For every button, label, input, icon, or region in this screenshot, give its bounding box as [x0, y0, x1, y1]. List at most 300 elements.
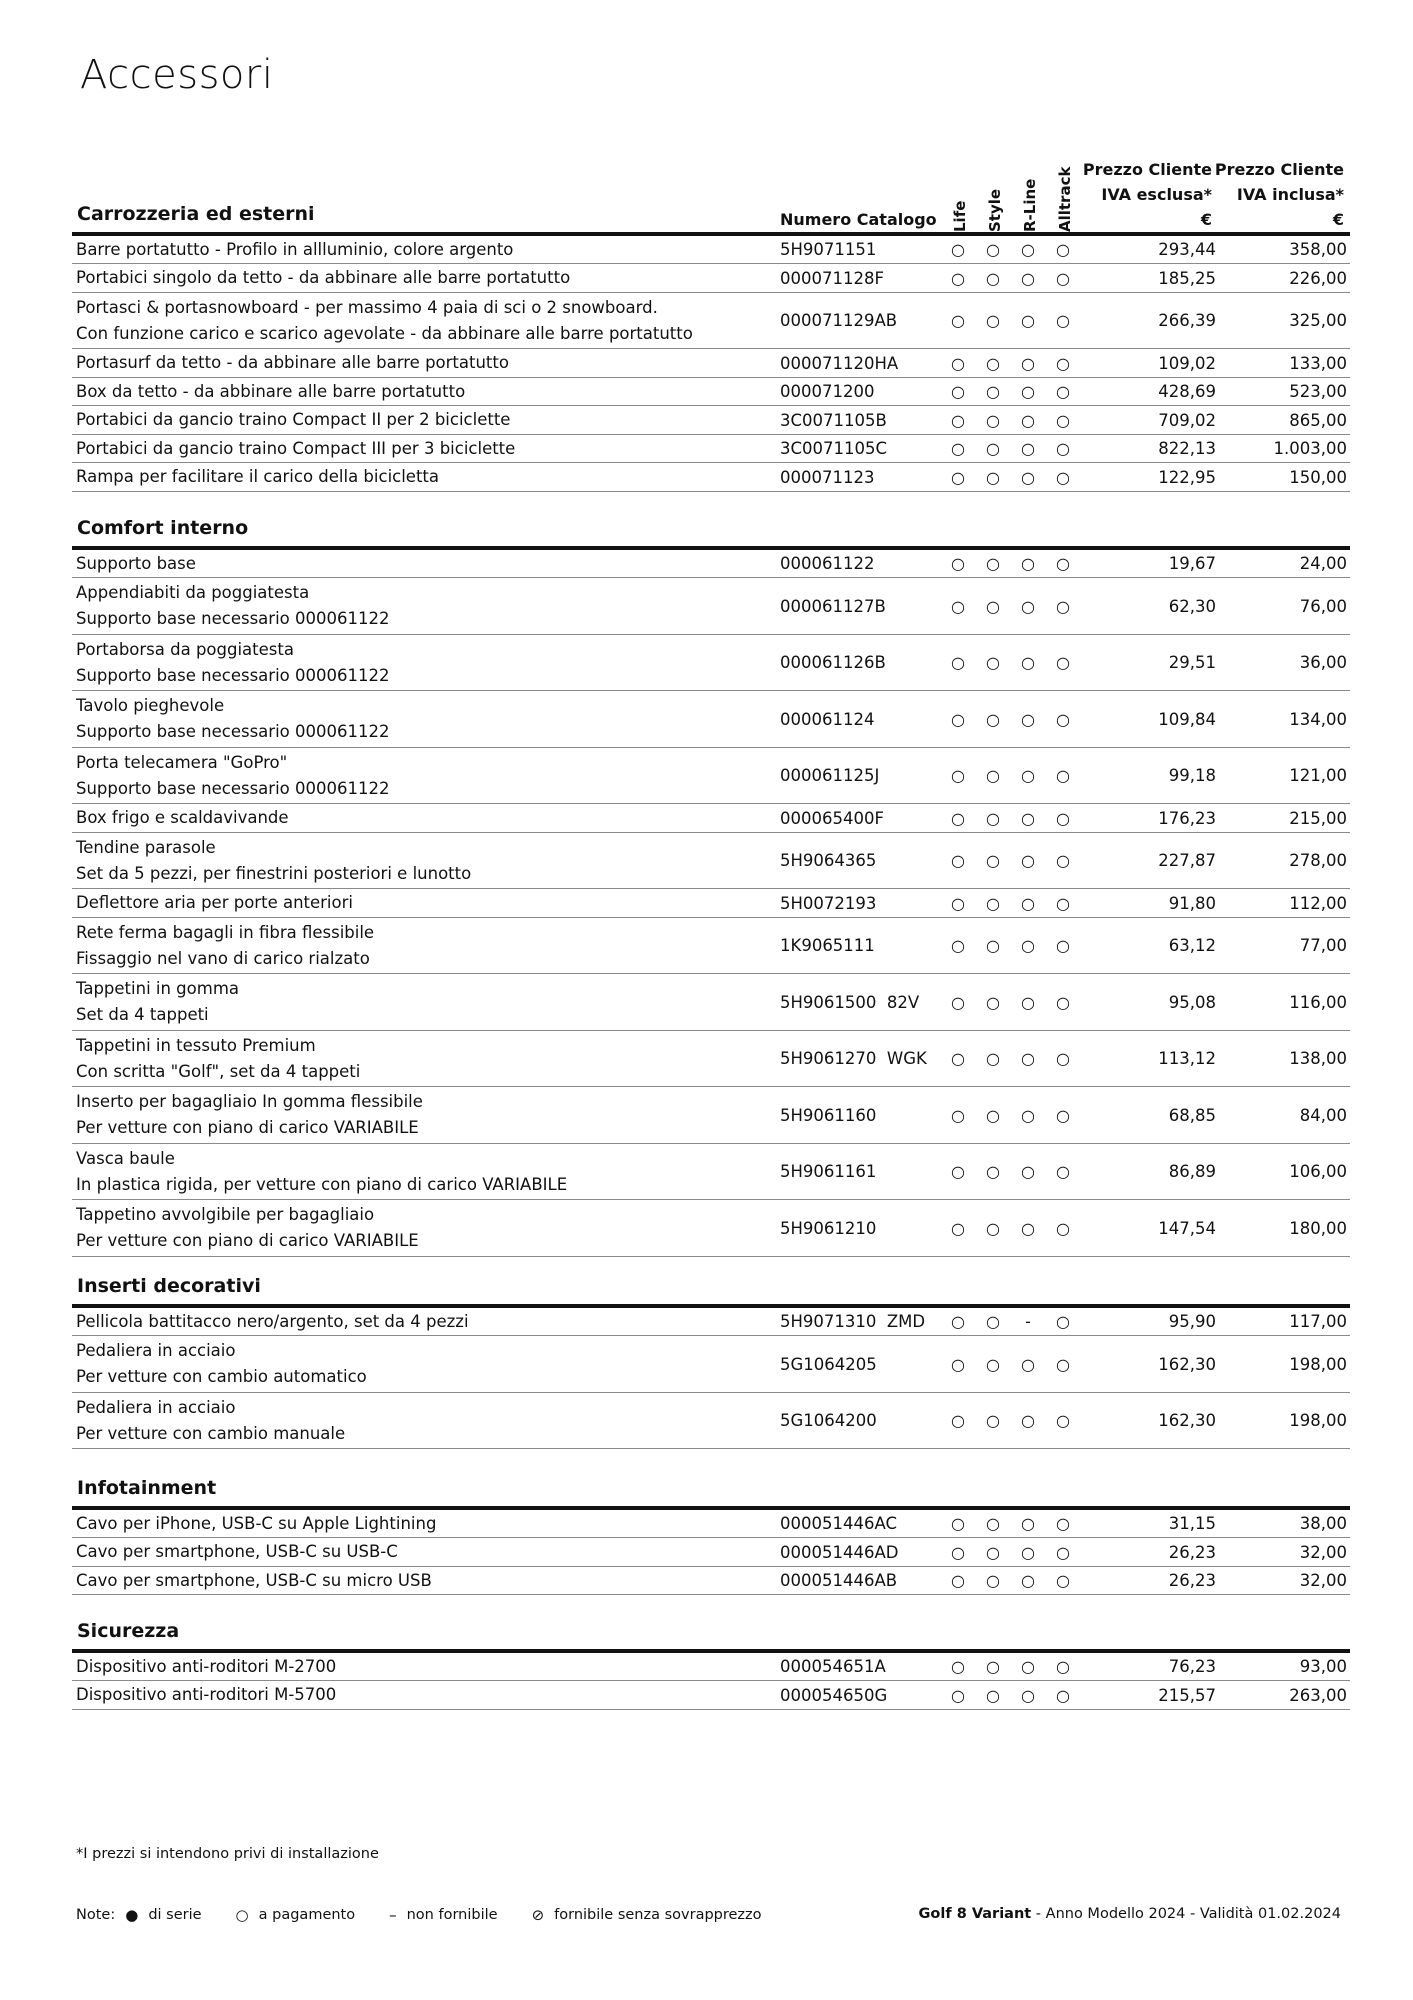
- item-note: In plastica rigida, per vetture con piano di carico VARIABILE: [76, 1174, 568, 1194]
- availability-icon-style: ○: [986, 1312, 1000, 1331]
- item-name: Dispositivo anti-roditori M-2700: [76, 1656, 337, 1676]
- price-net-header: [1083, 157, 1212, 232]
- price-net: 68,85: [1168, 1105, 1216, 1125]
- price-net: 31,15: [1168, 1514, 1216, 1533]
- price-net: 227,87: [1158, 851, 1216, 870]
- availability-icon-alltrack: ○: [1056, 1049, 1070, 1068]
- item-description: [76, 265, 570, 292]
- item-note: Per vetture con cambio manuale: [76, 1423, 346, 1443]
- legend-free-option-text: fornibile senza sovrapprezzo: [554, 1907, 762, 1923]
- item-description: [76, 1539, 398, 1566]
- availability-icon-life: ○: [951, 936, 965, 955]
- table-row: [72, 1393, 1350, 1449]
- availability-icon-alltrack: ○: [1056, 554, 1070, 573]
- catalog-number: 000051446AB: [780, 1571, 898, 1590]
- item-description: [76, 1088, 423, 1143]
- availability-icon-life: ○: [951, 439, 965, 458]
- section-title: Carrozzeria ed esterni: [77, 203, 315, 225]
- price-net: 113,12: [1158, 1049, 1216, 1068]
- item-description: [76, 550, 196, 577]
- price-net: 266,39: [1158, 311, 1216, 330]
- table-row: [72, 378, 1350, 406]
- availability-icon-life: ○: [951, 240, 965, 259]
- availability-icon-style: ○: [986, 1049, 1000, 1068]
- item-name: Vasca baule: [76, 1148, 175, 1168]
- availability-icon-r-line: ○: [1021, 353, 1035, 373]
- item-description: [76, 1337, 367, 1392]
- price-gross: 106,00: [1289, 1162, 1347, 1181]
- price-gross-header-currency: €: [1332, 210, 1344, 229]
- item-description: [76, 579, 389, 634]
- availability-icon-style: ○: [986, 596, 1000, 616]
- model-year-validity: - Anno Modello 2024 - Validità 01.02.2024: [1031, 1906, 1341, 1922]
- price-gross-header: [1215, 157, 1344, 232]
- trim-header-r-line: R-Line: [1021, 178, 1039, 232]
- price-gross: 134,00: [1289, 709, 1347, 729]
- item-description: [76, 407, 510, 434]
- price-gross: 180,00: [1289, 1218, 1347, 1238]
- item-name: Deflettore aria per porte anteriori: [76, 893, 353, 912]
- item-description: [76, 692, 389, 747]
- page-title: Accessori: [80, 52, 274, 98]
- availability-icon-style: ○: [986, 1218, 1000, 1238]
- item-name: Appendiabiti da poggiatesta: [76, 583, 310, 602]
- catalog-number: 5H9061500 82V: [780, 992, 920, 1012]
- table-row: [72, 1088, 1350, 1144]
- price-gross: 138,00: [1289, 1049, 1347, 1068]
- table-row: [72, 236, 1350, 264]
- availability-icon-alltrack: ○: [1056, 851, 1070, 870]
- price-gross: 325,00: [1289, 311, 1347, 330]
- price-net: 62,30: [1168, 596, 1216, 616]
- price-gross: 226,00: [1289, 268, 1347, 288]
- price-gross: 198,00: [1289, 1354, 1347, 1374]
- item-name: Portasci & portasnowboard - per massimo 4 paia di sci o 2 snowboard.: [76, 297, 658, 317]
- table-row: [72, 1682, 1350, 1710]
- availability-icon-style: ○: [986, 709, 1000, 729]
- availability-icon-r-line: ○: [1021, 653, 1035, 672]
- item-name: Tappetino avvolgibile per bagagliaio: [76, 1205, 375, 1224]
- availability-icon-style: ○: [986, 851, 1000, 870]
- catalog-number: 3C0071105B: [780, 410, 887, 430]
- availability-icon-alltrack: ○: [1056, 893, 1070, 913]
- availability-icon-life: ○: [951, 382, 965, 401]
- free-option-icon: ⊘: [531, 1906, 545, 1924]
- table-row: [72, 1144, 1350, 1200]
- availability-icon-r-line: ○: [1021, 439, 1035, 458]
- item-name: Tappetini in gomma: [76, 979, 240, 998]
- availability-icon-alltrack: ○: [1056, 1542, 1070, 1562]
- price-gross: 76,00: [1299, 596, 1347, 616]
- table-row: [72, 1337, 1350, 1393]
- item-note: Con scritta "Golf", set da 4 tappeti: [76, 1061, 361, 1081]
- availability-icon-style: ○: [986, 240, 1000, 259]
- availability-icon-style: ○: [986, 1542, 1000, 1562]
- item-description: [76, 1653, 336, 1680]
- price-gross: 32,00: [1299, 1571, 1347, 1590]
- price-net: 709,02: [1158, 410, 1216, 430]
- price-gross: 865,00: [1289, 410, 1347, 430]
- item-description: [76, 1144, 567, 1199]
- price-gross: 263,00: [1289, 1685, 1347, 1705]
- price-gross-header-line2: IVA inclusa*: [1236, 185, 1344, 204]
- price-net: 99,18: [1168, 766, 1216, 785]
- item-name: Portabici da gancio traino Compact II per 2 biciclette: [76, 410, 511, 429]
- availability-icon-life: ○: [951, 808, 965, 828]
- item-description: [76, 1682, 336, 1709]
- catalog-number: 5H9061210: [780, 1218, 877, 1238]
- item-name: Barre portatutto - Profilo in allluminio, colore argento: [76, 239, 514, 259]
- item-description: [76, 918, 374, 973]
- availability-icon-style: ○: [986, 554, 1000, 573]
- availability-icon-r-line: ○: [1021, 936, 1035, 955]
- availability-icon-r-line: ○: [1021, 709, 1035, 729]
- availability-icon-alltrack: ○: [1056, 1105, 1070, 1125]
- availability-icon-style: ○: [986, 1657, 1000, 1676]
- price-net: 162,30: [1158, 1411, 1216, 1430]
- availability-icon-life: ○: [951, 709, 965, 729]
- availability-icon-alltrack: ○: [1056, 410, 1070, 430]
- availability-icon-r-line: ○: [1021, 1162, 1035, 1181]
- catalog-number: 5G1064205: [780, 1354, 877, 1374]
- availability-icon-style: ○: [986, 766, 1000, 785]
- table-row: [72, 918, 1350, 974]
- price-net: 76,23: [1168, 1657, 1216, 1676]
- table-row: [72, 692, 1350, 748]
- table-row: [72, 435, 1350, 463]
- price-gross: 215,00: [1289, 808, 1347, 828]
- availability-icon-r-line: -: [1025, 1312, 1031, 1331]
- table-row: [72, 890, 1350, 918]
- availability-icon-life: ○: [951, 268, 965, 288]
- item-description: [76, 635, 389, 690]
- availability-icon-life: ○: [951, 1218, 965, 1238]
- item-name: Rampa per facilitare il carico della bicicletta: [76, 467, 440, 486]
- item-name: Box frigo e scaldavivande: [76, 808, 289, 827]
- item-note: Con funzione carico e scarico agevolate - da abbinare alle barre portatutto: [76, 323, 693, 343]
- item-note: Set da 5 pezzi, per finestrini posteriori e lunotto: [76, 863, 472, 883]
- catalog-number: 5G1064200: [780, 1411, 877, 1430]
- item-name: Supporto base: [76, 553, 196, 573]
- availability-icon-alltrack: ○: [1056, 653, 1070, 672]
- availability-icon-style: ○: [986, 1162, 1000, 1181]
- trim-header-life: Life: [951, 200, 969, 232]
- availability-icon-r-line: ○: [1021, 1571, 1035, 1590]
- catalog-number-header: Numero Catalogo: [780, 210, 937, 229]
- legend-label: Note:: [76, 1907, 116, 1923]
- price-net: 147,54: [1158, 1218, 1216, 1238]
- availability-icon-life: ○: [951, 1354, 965, 1374]
- item-name: Cavo per iPhone, USB-C su Apple Lightining: [76, 1513, 437, 1533]
- availability-icon-style: ○: [986, 808, 1000, 828]
- table-row: [72, 1567, 1350, 1595]
- item-description: [76, 378, 465, 405]
- price-net: 95,08: [1168, 992, 1216, 1012]
- table-row: [72, 635, 1350, 691]
- catalog-number: 000061122: [780, 554, 875, 573]
- availability-icon-r-line: ○: [1021, 467, 1035, 487]
- catalog-number: 3C0071105C: [780, 439, 888, 458]
- availability-icon-r-line: ○: [1021, 1049, 1035, 1068]
- availability-icon-r-line: ○: [1021, 766, 1035, 785]
- table-row: [72, 833, 1350, 889]
- table-row: [72, 1539, 1350, 1567]
- price-net-header-line2: IVA esclusa*: [1101, 185, 1212, 204]
- item-description: [76, 975, 239, 1030]
- price-net: 26,23: [1168, 1542, 1216, 1562]
- availability-icon-r-line: ○: [1021, 311, 1035, 330]
- catalog-number: 5H0072193: [780, 893, 877, 913]
- availability-icon-style: ○: [986, 1685, 1000, 1705]
- table-row: [72, 1308, 1350, 1336]
- availability-icon-r-line: ○: [1021, 851, 1035, 870]
- item-note: Per vetture con piano di carico VARIABILE: [76, 1118, 419, 1137]
- availability-icon-alltrack: ○: [1056, 1312, 1070, 1331]
- table-row: [72, 1510, 1350, 1538]
- availability-icon-style: ○: [986, 1354, 1000, 1374]
- availability-icon-alltrack: ○: [1056, 353, 1070, 373]
- price-gross: 32,00: [1299, 1542, 1347, 1562]
- price-net: 122,95: [1158, 467, 1216, 487]
- catalog-number: 000071123: [780, 467, 875, 487]
- availability-icon-alltrack: ○: [1056, 709, 1070, 729]
- availability-icon-life: ○: [951, 410, 965, 430]
- catalog-number: 5H9071151: [780, 240, 877, 259]
- catalog-number: 000061125J: [780, 766, 880, 785]
- catalog-number: 000054650G: [780, 1685, 888, 1705]
- catalog-number: 000071200: [780, 382, 875, 401]
- availability-icon-alltrack: ○: [1056, 596, 1070, 616]
- availability-icon-style: ○: [986, 467, 1000, 487]
- availability-icon-life: ○: [951, 893, 965, 913]
- price-gross: 77,00: [1299, 936, 1347, 955]
- availability-icon-r-line: ○: [1021, 382, 1035, 401]
- item-description: [76, 805, 289, 832]
- price-net: 29,51: [1168, 653, 1216, 672]
- table-row: [72, 464, 1350, 492]
- price-gross: 112,00: [1289, 893, 1347, 913]
- price-net: 822,13: [1158, 439, 1216, 458]
- legend-optional-text: a pagamento: [258, 1907, 356, 1923]
- item-name: Cavo per smartphone, USB-C su micro USB: [76, 1570, 432, 1590]
- price-gross: 150,00: [1289, 467, 1347, 487]
- price-net: 162,30: [1158, 1354, 1216, 1374]
- availability-icon-style: ○: [986, 653, 1000, 672]
- availability-icon-style: ○: [986, 1105, 1000, 1125]
- table-row: [72, 1653, 1350, 1681]
- price-gross: 198,00: [1289, 1411, 1347, 1430]
- item-description: [76, 1510, 436, 1537]
- item-description: [76, 236, 513, 263]
- catalog-number: 000061126B: [780, 653, 886, 672]
- price-gross: 38,00: [1299, 1514, 1347, 1533]
- availability-icon-life: ○: [951, 596, 965, 616]
- price-net: 19,67: [1168, 554, 1216, 573]
- availability-icon-life: ○: [951, 1312, 965, 1331]
- catalog-number: 5H9071310 ZMD: [780, 1312, 926, 1331]
- section-title: Infotainment: [77, 1477, 217, 1499]
- item-name: Porta telecamera "GoPro": [76, 752, 288, 772]
- availability-icon-r-line: ○: [1021, 893, 1035, 913]
- availability-icon-life: ○: [951, 1657, 965, 1676]
- catalog-number: 5H9061161: [780, 1162, 877, 1181]
- availability-icon-alltrack: ○: [1056, 1514, 1070, 1533]
- availability-icon-life: ○: [951, 851, 965, 870]
- item-note: Per vetture con cambio automatico: [76, 1367, 367, 1386]
- availability-icon-alltrack: ○: [1056, 936, 1070, 955]
- item-note: Supporto base necessario 000061122: [76, 609, 390, 628]
- trim-header-style: Style: [986, 188, 1004, 232]
- availability-icon-life: ○: [951, 1162, 965, 1181]
- availability-icon-alltrack: ○: [1056, 1571, 1070, 1590]
- legend: [76, 1906, 762, 1924]
- catalog-number: 5H9061160: [780, 1105, 877, 1125]
- availability-icon-style: ○: [986, 382, 1000, 401]
- availability-icon-life: ○: [951, 653, 965, 672]
- catalog-number: 000071128F: [780, 268, 884, 288]
- item-name: Portabici singolo da tetto - da abbinare alle barre portatutto: [76, 268, 571, 287]
- table-row: [72, 407, 1350, 435]
- availability-icon-style: ○: [986, 268, 1000, 288]
- catalog-number: 000051446AD: [780, 1542, 899, 1562]
- item-note: Supporto base necessario 000061122: [76, 778, 390, 798]
- item-note: Fissaggio nel vano di carico rialzato: [76, 948, 370, 968]
- availability-icon-alltrack: ○: [1056, 382, 1070, 401]
- not-available-icon: –: [389, 1906, 397, 1924]
- price-net: 26,23: [1168, 1571, 1216, 1590]
- price-gross: 133,00: [1289, 353, 1347, 373]
- catalog-number: 5H9064365: [780, 851, 877, 870]
- section-title: Comfort interno: [77, 517, 249, 539]
- table-row: [72, 1031, 1350, 1087]
- price-gross: 1.003,00: [1273, 439, 1347, 458]
- item-name: Pellicola battitacco nero/argento, set da 4 pezzi: [76, 1311, 469, 1331]
- table-row: [72, 1201, 1350, 1257]
- availability-icon-style: ○: [986, 439, 1000, 458]
- item-name: Box da tetto - da abbinare alle barre portatutto: [76, 381, 466, 401]
- availability-icon-style: ○: [986, 353, 1000, 373]
- availability-icon-r-line: ○: [1021, 992, 1035, 1012]
- availability-icon-alltrack: ○: [1056, 467, 1070, 487]
- availability-icon-style: ○: [986, 311, 1000, 330]
- availability-icon-life: ○: [951, 992, 965, 1012]
- price-net: 176,23: [1158, 808, 1216, 828]
- table-row: [72, 975, 1350, 1031]
- item-description: [76, 435, 515, 462]
- availability-icon-r-line: ○: [1021, 554, 1035, 573]
- availability-icon-alltrack: ○: [1056, 1162, 1070, 1181]
- availability-icon-life: ○: [951, 554, 965, 573]
- availability-icon-style: ○: [986, 992, 1000, 1012]
- item-name: Portabici da gancio traino Compact III per 3 biciclette: [76, 438, 516, 458]
- catalog-number: 000051446AC: [780, 1514, 897, 1533]
- price-net: 95,90: [1168, 1312, 1216, 1331]
- table-row: [72, 805, 1350, 833]
- section-title: Sicurezza: [77, 1620, 180, 1642]
- availability-icon-life: ○: [951, 311, 965, 330]
- item-description: [76, 350, 509, 377]
- footnote: *I prezzi si intendono privi di installazione: [76, 1846, 379, 1862]
- item-name: Portasurf da tetto - da abbinare alle barre portatutto: [76, 353, 509, 372]
- availability-icon-style: ○: [986, 1571, 1000, 1590]
- item-description: [76, 293, 693, 348]
- catalog-number: 000071120HA: [780, 353, 899, 373]
- availability-icon-alltrack: ○: [1056, 1354, 1070, 1374]
- price-gross: 116,00: [1289, 992, 1347, 1012]
- price-gross: 523,00: [1289, 382, 1347, 401]
- price-net: 428,69: [1158, 382, 1216, 401]
- item-name: Tappetini in tessuto Premium: [76, 1035, 316, 1055]
- availability-icon-style: ○: [986, 1411, 1000, 1430]
- item-name: Cavo per smartphone, USB-C su USB-C: [76, 1542, 398, 1561]
- table-row: [72, 748, 1350, 804]
- availability-icon-life: ○: [951, 1685, 965, 1705]
- item-description: [76, 890, 353, 917]
- price-gross-header-line1: Prezzo Cliente: [1214, 160, 1344, 179]
- catalog-number: 000061127B: [780, 596, 886, 616]
- price-net: 109,84: [1158, 709, 1216, 729]
- catalog-number: 5H9061270 WGK: [780, 1049, 927, 1068]
- price-net: 215,57: [1158, 1685, 1216, 1705]
- price-net: 86,89: [1168, 1162, 1216, 1181]
- standard-icon: ●: [125, 1906, 139, 1924]
- availability-icon-r-line: ○: [1021, 596, 1035, 616]
- item-name: Rete ferma bagagli in fibra flessibile: [76, 922, 375, 942]
- section-title: Inserti decorativi: [77, 1275, 261, 1297]
- availability-icon-r-line: ○: [1021, 410, 1035, 430]
- availability-icon-style: ○: [986, 410, 1000, 430]
- item-name: Pedaliera in acciaio: [76, 1397, 236, 1417]
- availability-icon-style: ○: [986, 936, 1000, 955]
- availability-icon-r-line: ○: [1021, 1514, 1035, 1533]
- item-note: Set da 4 tappeti: [76, 1005, 209, 1024]
- availability-icon-r-line: ○: [1021, 268, 1035, 288]
- availability-icon-life: ○: [951, 1105, 965, 1125]
- availability-icon-r-line: ○: [1021, 1657, 1035, 1676]
- item-description: [76, 1393, 345, 1448]
- catalog-number: 000071129AB: [780, 311, 898, 330]
- price-gross: 117,00: [1289, 1312, 1347, 1331]
- optional-icon: ○: [235, 1906, 249, 1924]
- price-gross: 358,00: [1289, 240, 1347, 259]
- catalog-number: 000054651A: [780, 1657, 886, 1676]
- availability-icon-style: ○: [986, 893, 1000, 913]
- availability-icon-alltrack: ○: [1056, 439, 1070, 458]
- availability-icon-alltrack: ○: [1056, 992, 1070, 1012]
- availability-icon-life: ○: [951, 353, 965, 373]
- catalog-number: 000061124: [780, 709, 875, 729]
- item-note: Supporto base necessario 000061122: [76, 722, 390, 741]
- availability-icon-alltrack: ○: [1056, 1685, 1070, 1705]
- legend-not-available-text: non fornibile: [406, 1907, 498, 1923]
- price-gross: 36,00: [1299, 653, 1347, 672]
- item-name: Tendine parasole: [76, 837, 216, 857]
- item-description: [76, 833, 471, 888]
- item-description: [76, 1031, 360, 1086]
- item-description: [76, 748, 389, 803]
- table-row: [72, 265, 1350, 293]
- availability-icon-life: ○: [951, 1411, 965, 1430]
- item-description: [76, 1308, 469, 1335]
- availability-icon-life: ○: [951, 1049, 965, 1068]
- item-name: Tavolo pieghevole: [76, 696, 225, 715]
- table-row: [72, 350, 1350, 378]
- availability-icon-alltrack: ○: [1056, 1218, 1070, 1238]
- availability-icon-r-line: ○: [1021, 240, 1035, 259]
- availability-icon-life: ○: [951, 1542, 965, 1562]
- item-name: Dispositivo anti-roditori M-5700: [76, 1685, 337, 1704]
- price-net: 293,44: [1158, 240, 1216, 259]
